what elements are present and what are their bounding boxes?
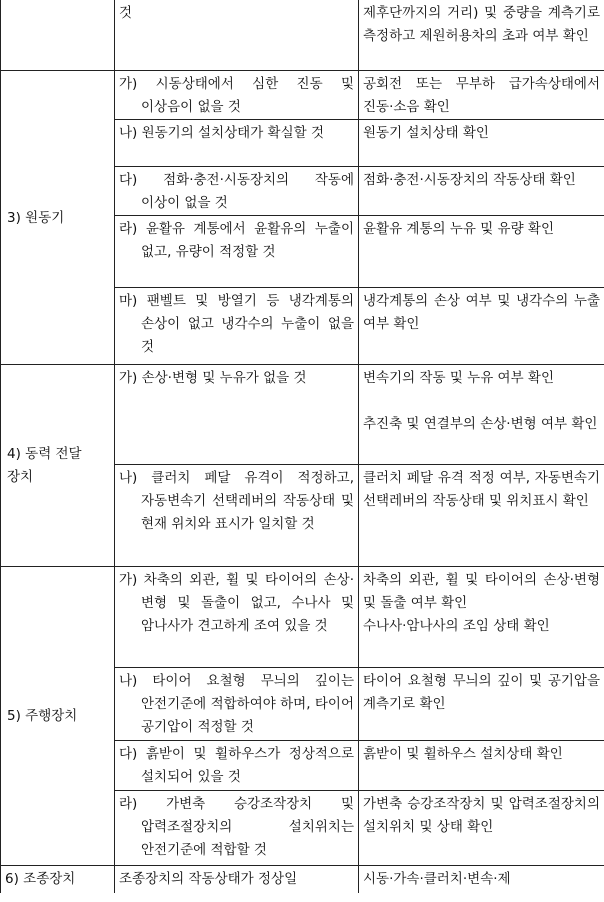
requirement-cell: 가) 손상·변형 및 누유가 없을 것	[115, 364, 359, 464]
table-row	[1, 865, 604, 893]
check-method-cell: 타이어 요철형 무늬의 깊이 및 공기압을 계측기로 확인	[359, 667, 604, 740]
table-row	[1, 70, 604, 119]
check-method-cell: 흙받이 및 휠하우스 설치상태 확인	[359, 740, 604, 790]
check-method-cell: 냉각계통의 손상 여부 및 냉각수의 누출 여부 확인	[359, 287, 604, 364]
check-method-cell: 점화·충전·시동장치의 작동상태 확인	[359, 166, 604, 215]
requirement-cell: 가) 차축의 외관, 휠 및 타이어의 손상·변형 및 돌출이 없고, 수나사 및 암나사가 견고하게 조여 있을 것	[115, 566, 359, 667]
category-cell	[1, 0, 115, 70]
category-running-gear: 5) 주행장치	[1, 566, 115, 865]
category-engine: 3) 원동기	[1, 70, 115, 364]
check-method-cell: 차축의 외관, 휠 및 타이어의 손상·변형 및 돌출 여부 확인 수나사·암나사의 조임 상태 확인	[359, 566, 604, 667]
requirement-cell: 가) 시동상태에서 심한 진동 및 이상음이 없을 것	[115, 70, 359, 119]
table-row	[1, 0, 604, 70]
check-method-cell: 가변축 승강조작장치 및 압력조절장치의 설치위치 및 상태 확인	[359, 790, 604, 865]
requirement-cell: 라) 윤활유 계통에서 윤활유의 누출이 없고, 유량이 적정할 것	[115, 215, 359, 287]
category-power-transmission: 4) 동력 전달 장치	[1, 364, 115, 566]
requirement-cell: 나) 원동기의 설치상태가 확실할 것	[115, 119, 359, 166]
requirement-cell: 나) 클러치 페달 유격이 적정하고, 자동변속기 선택레버의 작동상태 및 현재 위치와 표시가 일치할 것	[115, 464, 359, 566]
check-method-cell: 클러치 페달 유격 적정 여부, 자동변속기 선택레버의 작동상태 및 위치표시 확인	[359, 464, 604, 566]
category-steering: 6) 조종장치	[1, 865, 115, 893]
requirement-cell: 라) 가변축 승강조작장치 및 압력조절장치의 설치위치는 안전기준에 적합할 것	[115, 790, 359, 865]
requirement-cell: 다) 흙받이 및 휠하우스가 정상적으로 설치되어 있을 것	[115, 740, 359, 790]
requirement-cell: 조종장치의 작동상태가 정상일	[115, 865, 359, 893]
table-row	[1, 566, 604, 667]
requirement-cell: 것	[115, 0, 359, 70]
check-method-cell: 제후단까지의 거리) 및 중량을 계측기로 측정하고 제원허용차의 초과 여부 확인	[359, 0, 604, 70]
requirement-cell: 마) 팬벨트 및 방열기 등 냉각계통의 손상이 없고 냉각수의 누출이 없을 것	[115, 287, 359, 364]
check-method-cell: 원동기 설치상태 확인	[359, 119, 604, 166]
requirement-cell: 다) 점화·충전·시동장치의 작동에 이상이 없을 것	[115, 166, 359, 215]
check-method-cell: 공회전 또는 무부하 급가속상태에서 진동·소음 확인	[359, 70, 604, 119]
check-method-cell: 윤활유 계통의 누유 및 유량 확인	[359, 215, 604, 287]
requirement-cell: 나) 타이어 요철형 무늬의 깊이는 안전기준에 적합하여야 하며, 타이어 공기압이 적정할 것	[115, 667, 359, 740]
table-row	[1, 364, 604, 464]
check-method-cell: 변속기의 작동 및 누유 여부 확인 추진축 및 연결부의 손상·변형 여부 확인	[359, 364, 604, 464]
check-method-cell: 시동·가속·클러치·변속·제	[359, 865, 604, 893]
